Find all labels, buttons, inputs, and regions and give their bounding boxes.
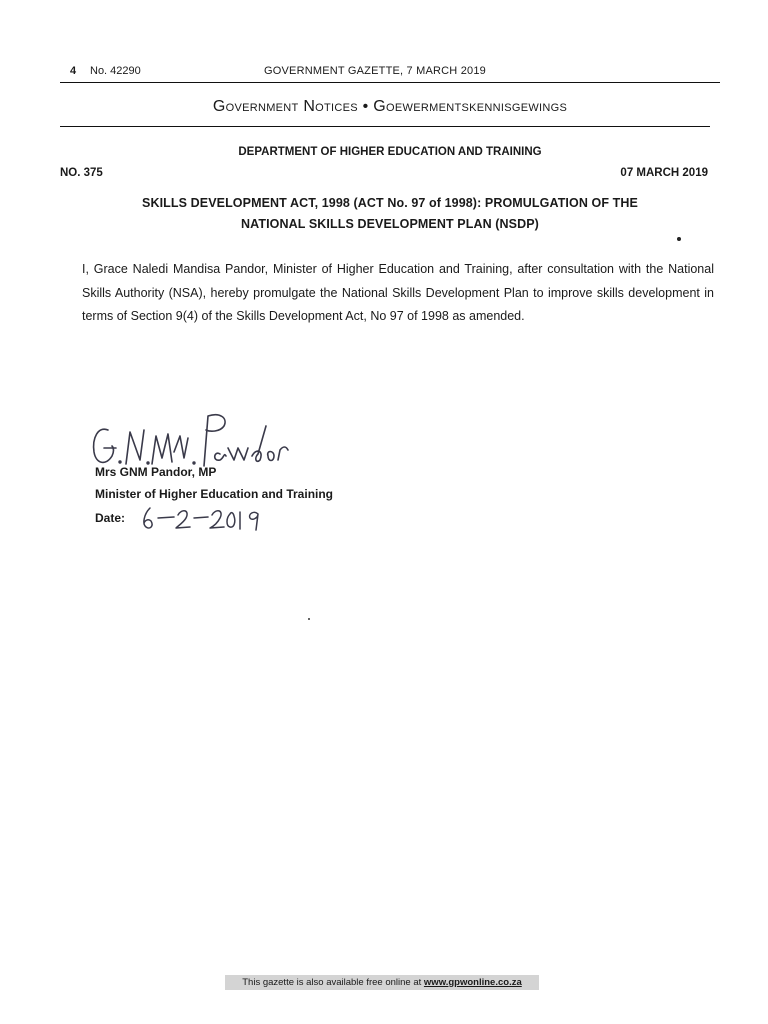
notice-date: 07 MARCH 2019: [620, 167, 708, 179]
department-heading: DEPARTMENT OF HIGHER EDUCATION AND TRAINING: [238, 146, 542, 158]
act-title-line-2: NATIONAL SKILLS DEVELOPMENT PLAN (NSDP): [241, 217, 539, 231]
section-rule: [60, 126, 710, 127]
gazette-number: No. 42290: [90, 65, 141, 77]
section-title: Government Notices • Goewermentskennisgewings: [212, 98, 568, 115]
header-rule: [60, 82, 720, 83]
stray-dot: [677, 237, 681, 241]
footer-banner: [225, 975, 539, 990]
footer-text: This gazette is also available free online at: [242, 977, 422, 988]
act-title-line-1: SKILLS DEVELOPMENT ACT, 1998 (ACT No. 97 of 1998): PROMULGATION OF THE: [142, 196, 638, 210]
handwritten-date: [138, 500, 268, 534]
footer-link[interactable]: www.gpwonline.co.za: [423, 977, 522, 988]
notice-number: NO. 375: [60, 167, 103, 179]
signatory-title: Minister of Higher Education and Training: [95, 487, 334, 501]
act-title: [60, 193, 720, 235]
notice-body: I, Grace Naledi Mandisa Pandor, Minister of Higher Education and Training, after consultation with the National Skills Authority (NSA), hereby promulgate the National Skills Development Plan to improve skills development in terms of Section 9(4) of the Skills Development Act, No 97 of 1998 as amended.: [82, 262, 714, 323]
date-label: Date:: [95, 511, 126, 525]
signatory-name: Mrs GNM Pandor, MP: [95, 465, 217, 479]
gazette-title: GOVERNMENT GAZETTE, 7 MARCH 2019: [264, 65, 486, 77]
page-number: 4: [70, 65, 77, 77]
stray-speck: [308, 618, 310, 620]
